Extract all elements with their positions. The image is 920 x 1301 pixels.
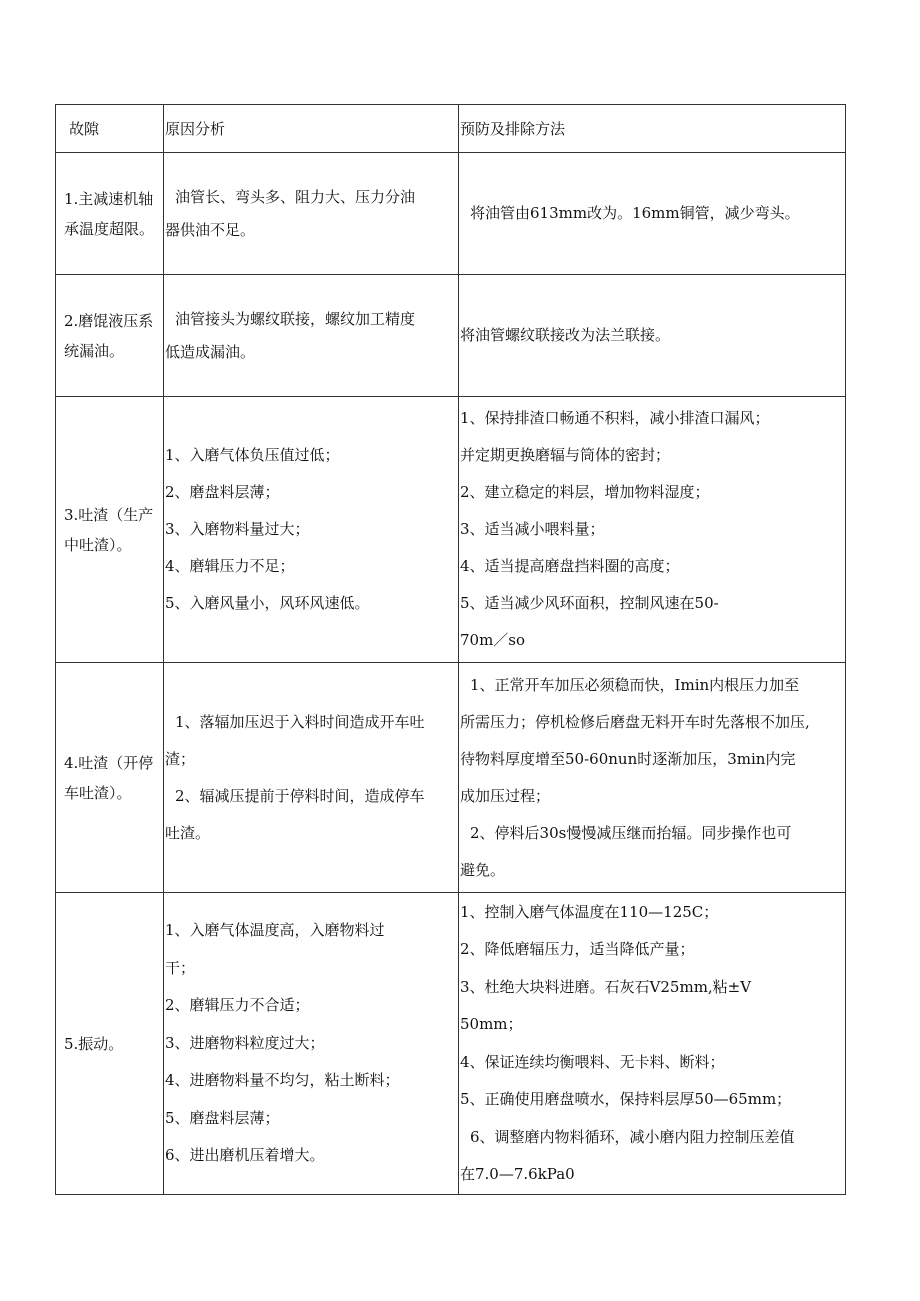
cause-line: 3、入磨物料量过大； (165, 520, 310, 538)
remedy-line: 1、控制入磨气体温度在110—125C； (460, 902, 719, 921)
remedy-line: 1、正常开车加压必须稳而快，Imin内根压力加至 (470, 675, 800, 694)
remedy-line: 将油管螺纹联接改为法兰联接。 (460, 326, 671, 344)
remedy-line: 1、保持排渣口畅通不积料，减小排渣口漏风； (460, 409, 770, 427)
fault-text: 5.振动。 (64, 1034, 124, 1053)
remedy-line: 2、建立稳定的料层，增加物料湿度； (460, 483, 710, 501)
header-cause: 原因分析 (164, 105, 459, 153)
cause-cell (164, 397, 459, 663)
cause-line: 3、进磨物料粒度过大； (165, 1033, 325, 1052)
cause-line: 1、落辐加压迟于入料时间造成开车吐 (175, 712, 425, 731)
cause-line: 油管接头为螺纹联接，螺纹加工精度 (175, 309, 416, 328)
cause-line: 5、磨盘料层薄； (165, 1108, 280, 1127)
cause-line: 1、入磨气体温度高，入磨物料过 (165, 921, 385, 940)
cause-cell (164, 275, 459, 397)
header-remedy: 预防及排除方法 (459, 105, 846, 153)
remedy-cell (459, 275, 846, 397)
fault-cell (56, 153, 164, 275)
remedy-line: 3、适当减小喂料量； (460, 520, 605, 538)
cause-cell (164, 153, 459, 275)
cause-line: 干； (165, 958, 196, 977)
cause-cell (164, 663, 459, 893)
cause-line: 4、进磨物料量不均匀，粘土断料； (165, 1071, 400, 1090)
fault-cell (56, 275, 164, 397)
fault-text: 3.吐渣（生产中吐渣）。 (64, 505, 154, 554)
remedy-cell (459, 893, 846, 1195)
cause-line: 渣； (165, 749, 196, 768)
remedy-line: 将油管由613mm改为。16mm铜管，减少弯头。 (470, 204, 800, 222)
remedy-line: 在7.0—7.6kPa0 (460, 1165, 575, 1183)
fault-cell (56, 663, 164, 893)
remedy-line: 5、适当减少风环面积，控制风速在50- (460, 594, 719, 612)
cause-cell (164, 893, 459, 1195)
fault-text: 4.吐渣（开停车吐渣）。 (64, 753, 154, 802)
remedy-line: 5、正确使用磨盘喷水，保持料层厚50—65mm； (460, 1090, 792, 1108)
remedy-line: 避免。 (460, 860, 506, 879)
remedy-cell (459, 663, 846, 893)
fault-text: 2.磨馄液压系统漏油。 (64, 311, 154, 360)
cause-line: 低造成漏油。 (165, 342, 256, 361)
table-row (56, 663, 846, 893)
remedy-line: 成加压过程； (460, 786, 551, 805)
remedy-line: 并定期更换磨辐与筒体的密封； (460, 446, 671, 464)
table-row (56, 397, 846, 663)
remedy-line: 6、调整磨内物料循环，减小磨内阻力控制压差值 (470, 1127, 795, 1146)
remedy-line: 4、适当提高磨盘挡料圈的高度； (460, 557, 680, 575)
remedy-line: 4、保证连续均衡喂料、无卡料、断料； (460, 1052, 725, 1071)
remedy-line: 50mm； (460, 1015, 523, 1033)
cause-line: 油管长、弯头多、阻力大、压力分油 (175, 187, 416, 206)
table-row (56, 153, 846, 275)
table-row (56, 893, 846, 1195)
remedy-line: 3、杜绝大块料进磨。石灰石V25mm,粘±V (460, 977, 752, 996)
cause-line: 2、磨辑压力不合适； (165, 996, 310, 1015)
cause-line: 2、辐减压提前于停料时间，造成停车 (175, 786, 425, 805)
table-row (56, 275, 846, 397)
cause-line: 5、入磨风量小，风环风速低。 (165, 594, 370, 612)
remedy-line: 待物料厚度增至50-60nun时逐渐加压，3min内完 (460, 749, 796, 768)
cause-line: 1、入磨气体负压值过低； (165, 446, 340, 464)
remedy-line: 所需压力；停机检修后磨盘无料开车时先落根不加压, (460, 712, 810, 731)
fault-cell (56, 397, 164, 663)
cause-line: 2、磨盘料层薄； (165, 483, 280, 501)
cause-line: 吐渣。 (165, 823, 211, 842)
cause-line: 6、进出磨机压着增大。 (165, 1146, 325, 1165)
remedy-line: 70m／so (460, 631, 526, 649)
fault-text: 1.主减速机轴承温度超限。 (64, 189, 155, 238)
cause-line: 4、磨辑压力不足； (165, 557, 295, 575)
fault-cell (56, 893, 164, 1195)
header-fault: 故隙 (56, 105, 164, 153)
remedy-cell (459, 153, 846, 275)
fault-table (55, 104, 846, 1195)
remedy-line: 2、停料后30s慢慢减压继而抬辐。同步操作也可 (470, 823, 792, 842)
cause-line: 器供油不足。 (165, 220, 256, 239)
remedy-cell (459, 397, 846, 663)
remedy-line: 2、降低磨辐压力，适当降低产量； (460, 940, 695, 958)
header-row (56, 105, 846, 153)
